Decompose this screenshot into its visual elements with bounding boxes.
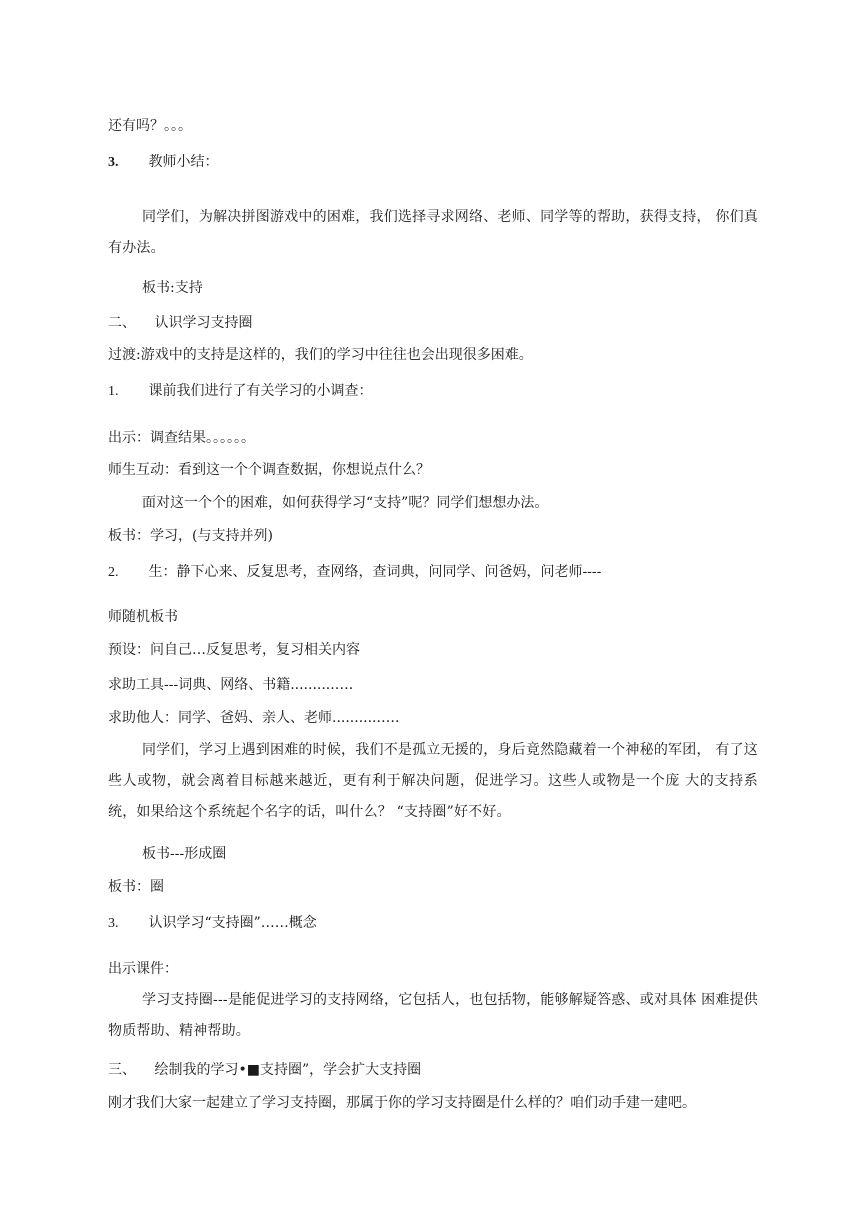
text-line [108, 1093, 696, 1113]
board-note [142, 844, 226, 864]
item-text: 课前我们进行了有关学习的小调查： [148, 383, 373, 399]
line-text: 过渡:游戏中的支持是这样的，我们的学习中往往也会出现很多困难。 [108, 347, 533, 363]
numbered-item [108, 562, 601, 583]
text-line [108, 460, 430, 480]
line-text: 求助工具---词典、网络、书籍..........…. [108, 677, 354, 693]
item-number: 1. [108, 384, 119, 399]
text-line [142, 493, 548, 513]
item-number: 3. [108, 155, 119, 170]
numbered-heading [108, 152, 218, 173]
line-text: 出示：调查结果。。。。。。 [108, 430, 255, 446]
section-heading [108, 313, 252, 333]
board-note [108, 877, 164, 897]
item-text: 认识学习“支持圈”……概念 [148, 915, 317, 931]
paragraph-text: 同学们，学习上遇到困难的时候，我们不是孤立无援的，身后竟然隐藏着一个神秘的军团， 有了这些人或物，就会离着目标越来越近，更有利于解决问题，促进学习。这些人或物是一个庞 大的支持系统，如果给这个系统起个名字的话，叫什么？ “支持圈”好不好。 [108, 742, 758, 820]
line-text: 预设：问自己…反复思考，复习相关内容 [108, 642, 360, 658]
text-line [108, 607, 178, 627]
section-number: 二、 [108, 315, 136, 331]
item-number: 2. [108, 565, 119, 580]
text-line [108, 959, 178, 979]
line-text: 师生互动：看到这一个个调查数据，你想说点什么？ [108, 462, 430, 478]
item-text: 生：静下心来、反复思考，查网络，查词典，问同学、问爸妈，问老师---- [148, 564, 602, 580]
line-text: 板书：圈 [108, 879, 164, 895]
board-note [108, 526, 273, 546]
numbered-item [108, 381, 372, 402]
numbered-item [108, 913, 317, 934]
line-text: 板书：学习，(与支持并列) [108, 528, 273, 544]
paragraph-text: 学习支持圈---是能促进学习的支持网络，它包括人，也包括物，能够解疑答惑、或对具体 困难提供物质帮助、精神帮助。 [108, 992, 758, 1039]
line-text: 还有吗？。。。 [108, 118, 192, 134]
text-line [108, 345, 533, 365]
line-text: 面对这一个个的困难，如何获得学习“支持”呢？同学们想想办法。 [142, 495, 549, 511]
line-text: 求助他人：同学、爸妈、亲人、老师...........…. [108, 710, 400, 726]
heading-text: 教师小结： [148, 154, 219, 170]
section-number: 三、 [108, 1062, 136, 1078]
paragraph [108, 735, 758, 828]
line-text: 师随机板书 [108, 609, 178, 625]
text-line [108, 428, 255, 448]
paragraph-text: 同学们，为解决拼图游戏中的困难，我们选择寻求网络、老师、同学等的帮助，获得支持， 你们真有办法。 [108, 209, 758, 256]
text-line [108, 640, 360, 660]
paragraph [108, 202, 758, 264]
line-text: 板书---形成圈 [142, 846, 227, 862]
line-text: 刚才我们大家一起建立了学习支持圈，那属于你的学习支持圈是什么样的？咱们动手建一建吧。 [108, 1095, 696, 1111]
text-line [108, 708, 399, 728]
section-title: 认识学习支持圈 [154, 315, 253, 331]
line-text: 板书:支持 [142, 280, 203, 296]
item-number: 3. [108, 916, 119, 931]
board-note [142, 278, 203, 298]
section-heading [108, 1060, 421, 1080]
text-line [108, 116, 192, 136]
line-text: 出示课件： [108, 961, 178, 977]
text-line [108, 675, 353, 695]
paragraph [108, 985, 758, 1047]
section-title: 绘制我的学习•■支持圈”，学会扩大支持圈 [154, 1062, 422, 1078]
